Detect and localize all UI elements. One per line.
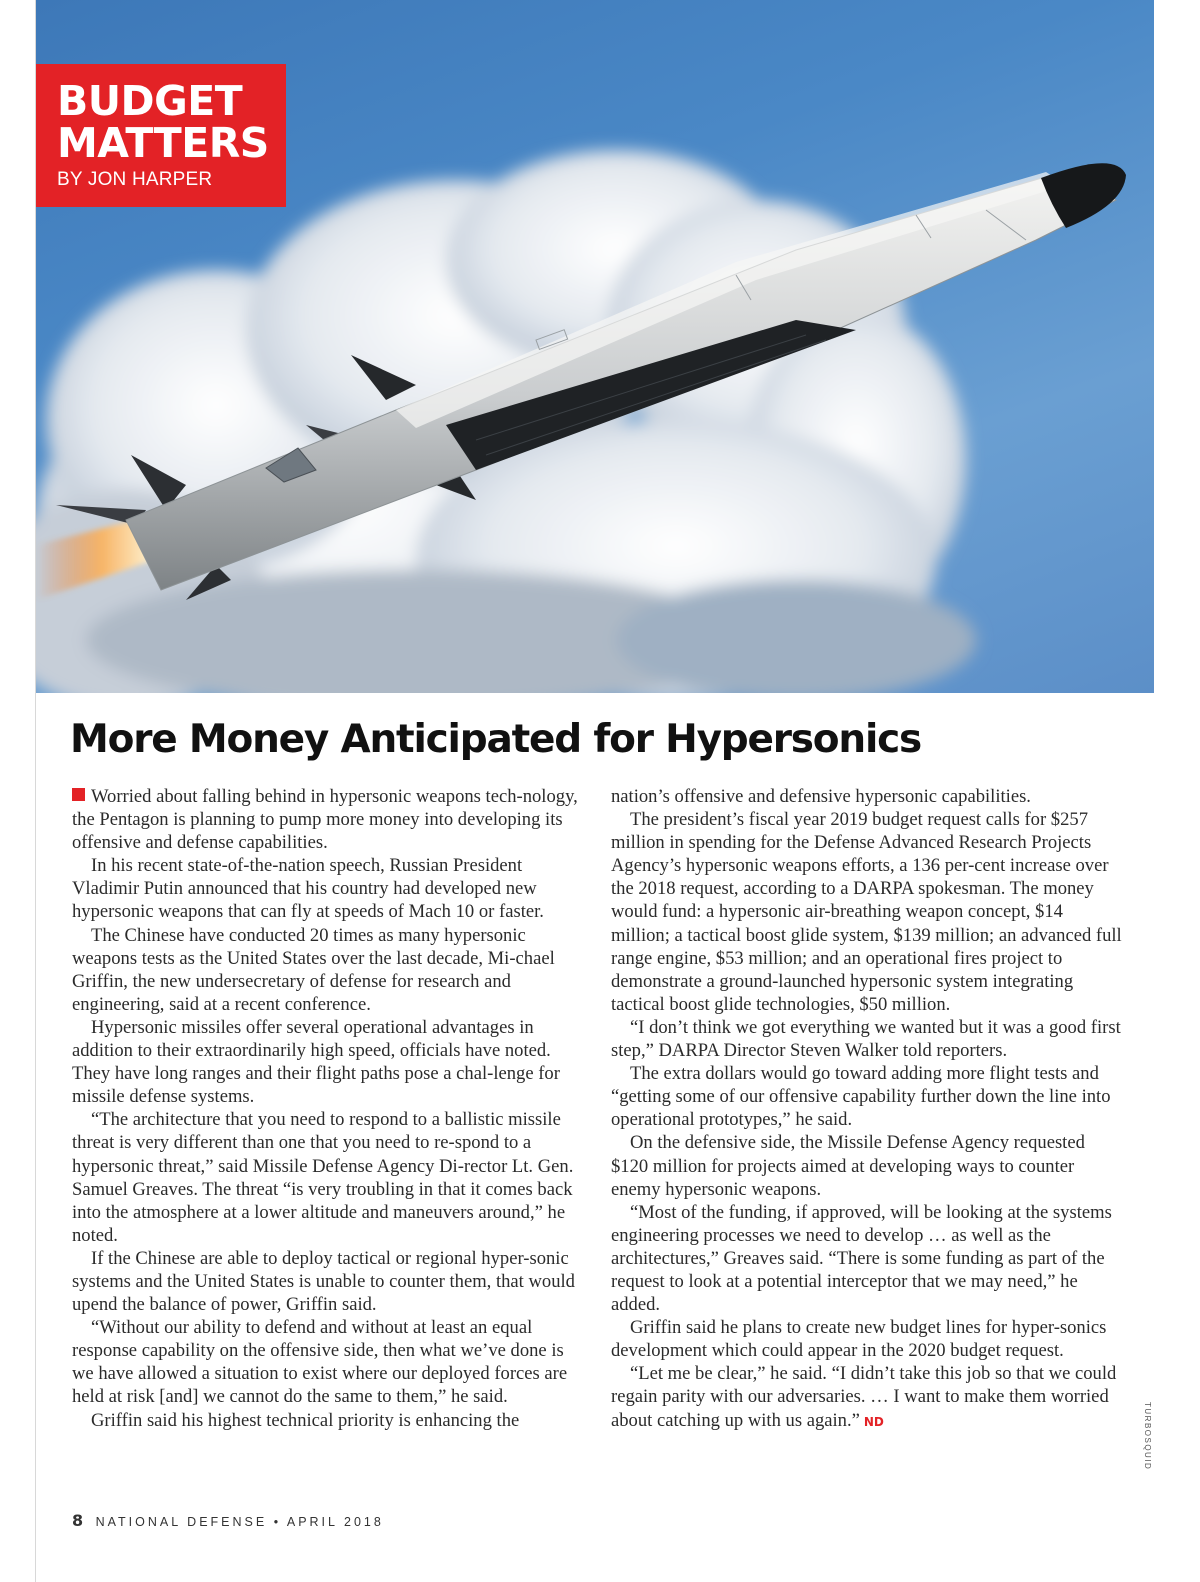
paragraph: “Without our ability to defend and without at least an equal response capability on the offensive side, then what we’ve done is we have allowed a situation to exist where our deployed forces are held at risk [and] we cannot do the same to them,” he said. [72,1317,568,1408]
page-footer [72,1511,384,1531]
paragraph-text: Worried about falling behind in hypersonic weapons tech-nology, the Pentagon is planning to pump more money into developing its offensive and defense capabilities. [72,786,578,854]
paragraph-text: “Let me be clear,” he said. “I didn’t take this job so that we could regain parity with our adversaries. … I want to make them worried about catching up with us again.” [611,1363,1117,1431]
paragraph: “The architecture that you need to respond to a ballistic missile threat is very different than one that you need to re-spond to a hypersonic threat,” said Missile Defense Agency Di-rector Lt. Gen. Samuel Greaves. The threat “is very troubling in that it comes back into the atmosphere at a lower altitude and maneuvers around,” he noted. [72,1109,574,1246]
section-title: BUDGET MATTERS [57,77,269,167]
paragraph: Hypersonic missiles offer several operational advantages in addition to their extraordinarily high speed, officials have noted. They have long ranges and their flight paths pose a chal-lenge for missile defense systems. [72,1016,560,1108]
publication-info: NATIONAL DEFENSE • APRIL 2018 [95,1515,384,1529]
article-column-right [611,785,1123,1434]
end-mark: ND [863,1414,884,1429]
article-column-left [72,785,584,1432]
paragraph: Griffin said his highest technical priority is enhancing the [91,1409,520,1431]
article-headline: More Money Anticipated for Hypersonics [70,717,922,762]
start-square-icon [72,788,85,801]
paragraph [611,1362,1123,1433]
paragraph: On the defensive side, the Missile Defense Agency requested $120 million for projects aimed at developing ways to counter enemy hypersonic weapons. [611,1132,1085,1200]
page-number: 8 [72,1511,84,1530]
photo-credit: TURBOSQUID [1143,1402,1152,1471]
paragraph [72,785,584,854]
paragraph: If the Chinese are able to deploy tactical or regional hyper-sonic systems and the United States is unable to counter them, that would upend the balance of power, Griffin said. [72,1247,575,1316]
paragraph: nation’s offensive and defensive hypersonic capabilities. [611,786,1031,807]
section-kicker-box [36,64,286,207]
paragraph: “I don’t think we got everything we wanted but it was a good first step,” DARPA Director Steven Walker told reporters. [611,1016,1121,1062]
paragraph: “Most of the funding, if approved, will be looking at the systems engineering processes we need to develop … as well as the architectures,” Greaves said. “There is some funding as part of the request to look at a potential interceptor that we may need,” he added. [611,1201,1112,1316]
paragraph: Griffin said he plans to create new budget lines for hyper-sonics development which could appear in the 2020 budget request. [611,1317,1107,1362]
byline: BY JON HARPER [57,169,213,190]
paragraph: In his recent state-of-the-nation speech, Russian President Vladimir Putin announced that his country had developed new hypersonic weapons that can fly at speeds of Mach 10 or faster. [72,855,544,923]
paragraph: The extra dollars would go toward adding more flight tests and “getting some of our offensive capability further down the line into operational prototypes,” he said. [611,1063,1111,1131]
paragraph: The Chinese have conducted 20 times as many hypersonic weapons tests as the United States over the last decade, Mi-chael Griffin, the new undersecretary of defense for research and engineering, said at a recent conference. [72,924,555,1015]
paragraph: The president’s fiscal year 2019 budget request calls for $257 million in spending for the Defense Advanced Research Projects Agency’s hypersonic weapons efforts, a 136 per-cent increase over the 2018 request, according to a DARPA spokesman. The money would fund: a hypersonic air-breathing weapon concept, $14 million; a tactical boost glide system, $139 million; an advanced full range engine, $53 million; and an operational fires project to demonstrate a ground-launched hypersonic system integrating tactical boost glide technologies, $50 million. [611,809,1122,1015]
